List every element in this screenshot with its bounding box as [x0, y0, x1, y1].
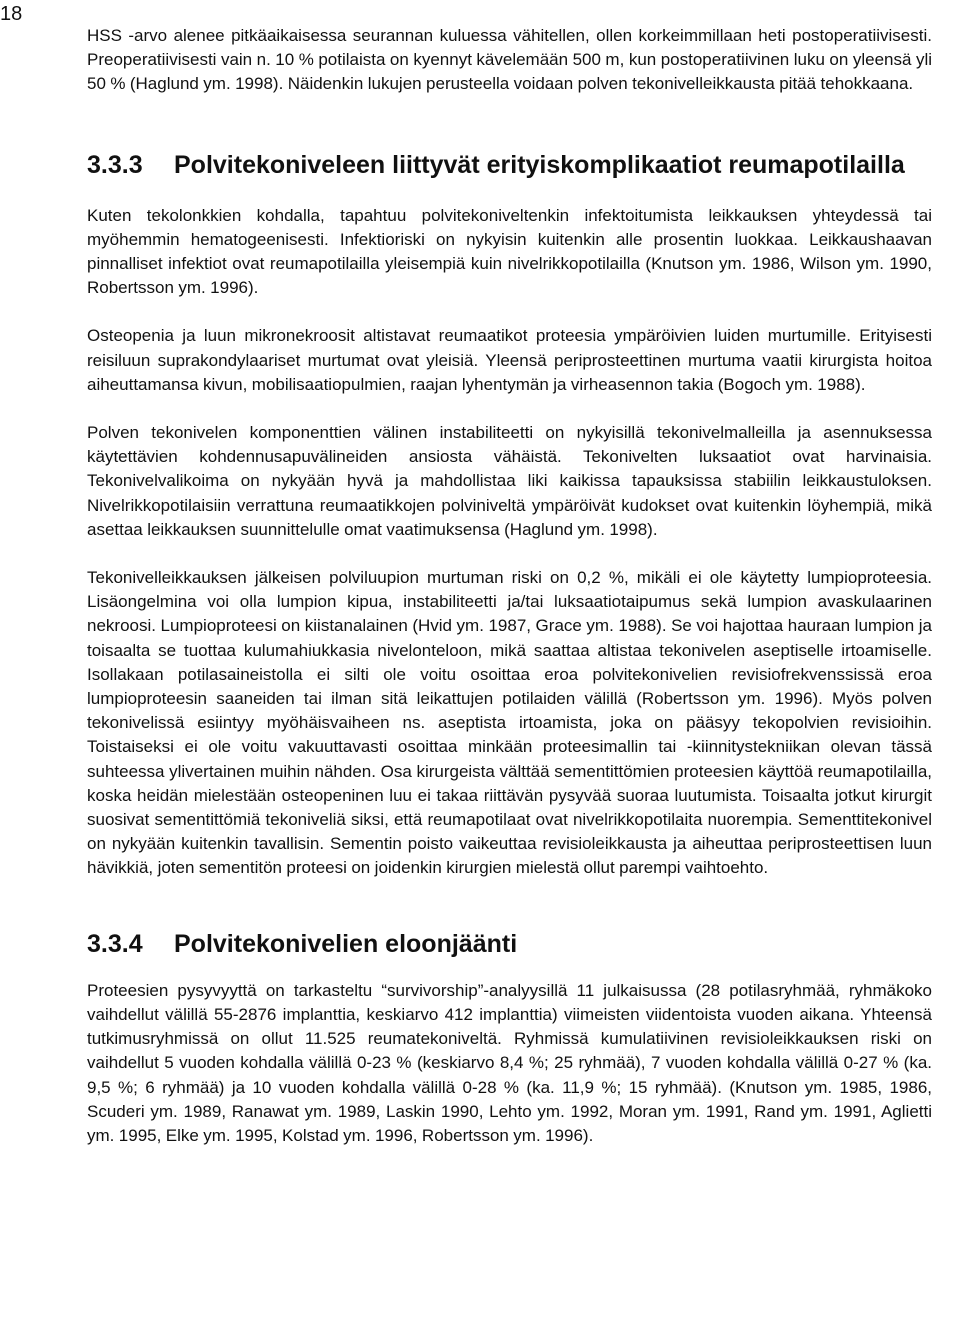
- section-heading-3-3-4: [87, 931, 932, 958]
- section-title: Polvitekoniveleen liittyvät erityiskomplikaatiot reumapotilailla: [174, 150, 905, 179]
- page-number: 18: [0, 3, 23, 25]
- section-title: Polvitekonivelien eloonjäänti: [174, 929, 518, 958]
- paragraph-survivorship: Proteesien pysyvyyttä on tarkasteltu “survivorship”-analyysillä 11 julkaisussa (28 potilasryhmää, ryhmäkoko vaihdellut välillä 55-2876 implanttia, keskiarvo 412 implanttia) viimeisten viidentoista vuoden aikana. Yhteensä tutkimusryhmissä on ollut 11.525 reumatekoniveltä. Ryhmissä kumulatiivinen revisioleikkauksen riski on vaihdellut 5 vuoden kohdalla välillä 0-23 % (keskiarvo 8,4 %; 25 ryhmää), 7 vuoden kohdalla välillä 0-27 % (ka. 9,5 %; 6 ryhmää) ja 10 vuoden kohdalla välillä 0-28 % (ka. 11,9 %; 15 ryhmää). (Knutson ym. 1985, 1986, Scuderi ym. 1989, Ranawat ym. 1989, Laskin 1990, Lehto ym. 1992, Moran ym. 1991, Rand ym. 1991, Aglietti ym. 1995, Elke ym. 1995, Kolstad ym. 1996, Robertsson ym. 1996).: [87, 980, 932, 1145]
- section-number: 3.3.3: [87, 150, 143, 179]
- page-content: [87, 24, 932, 1148]
- section-number: 3.3.4: [87, 929, 143, 958]
- paragraph-patella: Tekonivelleikkauksen jälkeisen polviluupion murtuman riski on 0,2 %, mikäli ei ole käytetty lumpioproteesia. Lisäongelmina voi olla lumpion kipua, instabiliteetti ja/tai luksaatiotaipumus sekä lumpion avaskulaarinen nekroosi. Lumpioproteesi on kiistanalainen (Hvid ym. 1987, Grace ym. 1988). Se voi hajottaa hauraan lumpion ja toisaalta se tuottaa kulumahiukkasia nivelonteloon, mikä saattaa altistaa tekonivelen aseptiselle irtoamiselle. Isollakaan potilasaineistolla ei silti ole voitu osoittaa eroa polvitekonivelien revisiofrekvenssissä eroa lumpioproteesin saaneiden tai ilman sitä leikattujen potilaiden välillä (Robertsson ym. 1996). Myös polven tekonivelissä esiintyy myöhäisvaiheen ns. aseptista irtoamista, joka on pääsyy tekopolvien revisioihin. Toistaiseksi ei ole voitu vakuuttavasti osoittaa minkään proteesimallin tai -kiinnitystekniikan olevan tässä suhteessa ylivertainen muihin nähden. Osa kirurgeista välttää sementittömien proteesien käyttöä reumapotilailla, koska heidän mielestään osteopeninen luu ei takaa riittävän pysyvää suoraa luutumista. Toisaalta jotkut kirurgit suosivat sementittömiä tekoniveliä siksi, että reumapotilaat ovat nivelrikkopotilaita nuorempia. Sementtitekonivel on nykyään kuitenkin tavallisin. Sementin poisto vaikeuttaa revisioleikkausta ja aiheuttaa periprosteettisen luun hävikkiä, joten sementitön proteesi on joidenkin kirurgien mielestä ollut parempi vaihtoehto.: [87, 568, 932, 878]
- section-heading-3-3-3: [87, 152, 932, 179]
- paragraph-osteopenia: Osteopenia ja luun mikronekroosit altistavat reumaatikot proteesia ympäröivien luiden murtumille. Erityisesti reisiluun suprakondylaariset murtumat ovat yleisiä. Yleensä periprosteettinen murtuma vaatii kirurgista hoitoa aiheuttamansa kivun, mobilisaatiopulmien, raajan lyhentymän ja virheasennon takia (Bogoch ym. 1988).: [87, 326, 932, 394]
- paragraph-instability: Polven tekonivelen komponenttien välinen instabiliteetti on nykyisillä tekonivelmalleilla ja asennuksessa käytettävien kohdennusapuvälineiden ansiosta vähäistä. Tekonivelten luksaatiot ovat harvinaisia. Tekonivelvalikoima on nykyään hyvä ja mahdollistaa liki kaikissa tapauksissa stabiilin leikkaustuloksen. Nivelrikkopotilaisiin verrattuna reumaatikkojen polviniveltä ympäröivät kudokset ovat kuitenkin löyhempiä, mikä asettaa leikkauksen suunnittelulle omat vaatimuksensa (Haglund ym. 1998).: [87, 423, 932, 539]
- paragraph-infections: Kuten tekolonkkien kohdalla, tapahtuu polvitekoniveltenkin infektoitumista leikkauksen yhteydessä tai myöhemmin hematogeenisesti. Infektioriski on nykyisin kuitenkin alle prosentin luokkaa. Leikkaushaavan pinnalliset infektiot ovat reumapotilailla yleisempiä kuin nivelrikkopotilailla (Knutson ym. 1986, Wilson ym. 1990, Robertsson ym. 1996).: [87, 205, 932, 298]
- intro-paragraph: HSS -arvo alenee pitkäaikaisessa seurannan kuluessa vähitellen, ollen korkeimmillaan heti postoperatiivisesti. Preoperatiivisesti vain n. 10 % potilaista on kyennyt kävelemään 500 m, kun postoperatiivinen luku on yleensä yli 50 % (Haglund ym. 1998). Näidenkin lukujen perusteella voidaan polven tekonivelleikkausta pitää tehokkaana.: [87, 26, 932, 94]
